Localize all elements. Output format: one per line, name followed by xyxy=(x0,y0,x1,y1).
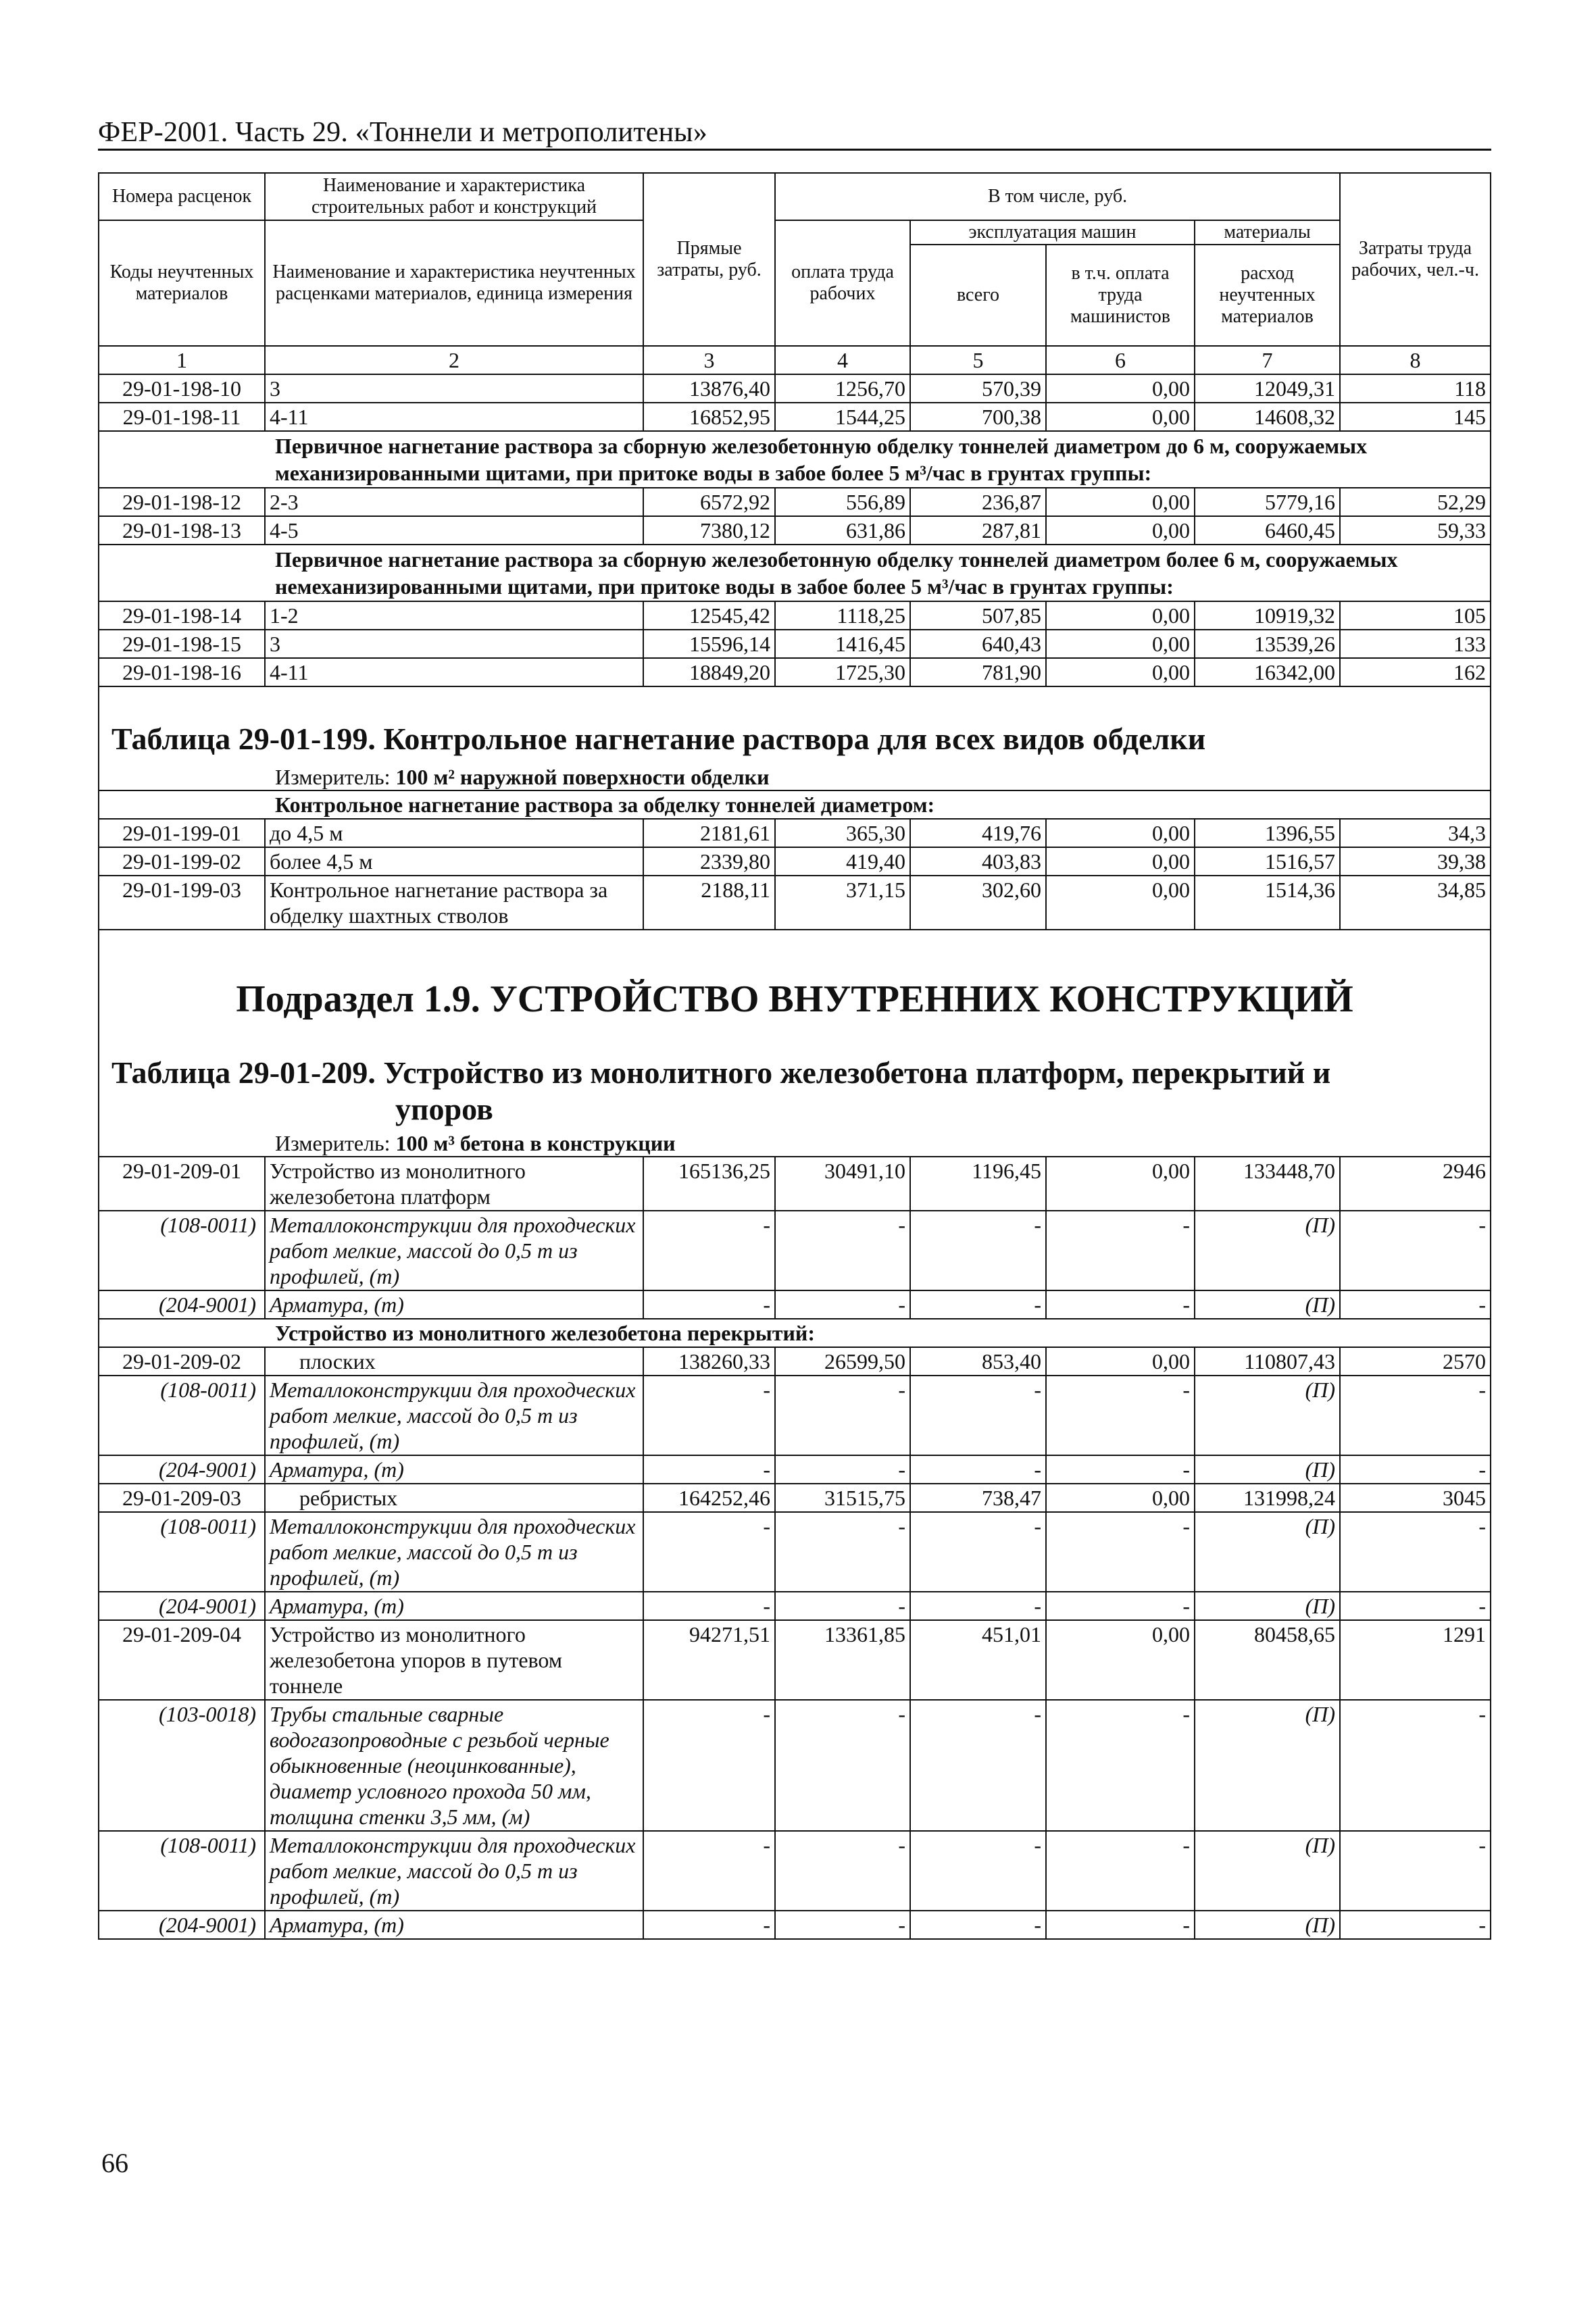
dash: - xyxy=(1046,1376,1195,1455)
materials-cost: 6460,45 xyxy=(1195,516,1340,545)
group-heading-row xyxy=(99,1319,1491,1347)
dash: - xyxy=(910,1831,1046,1911)
material-mark: (П) xyxy=(1195,1376,1340,1455)
machines-cost: 640,43 xyxy=(910,630,1046,658)
material-name: Металлоконструкции для проходческих работ мелкие, массой до 0,5 т из профилей, (т) xyxy=(265,1211,643,1290)
machines-cost: 287,81 xyxy=(910,516,1046,545)
material-row xyxy=(99,1376,1491,1455)
dash: - xyxy=(775,1512,910,1592)
materials-cost: 5779,16 xyxy=(1195,488,1340,516)
table-row xyxy=(99,488,1491,516)
header-machinists: в т.ч. оплата труда машинистов xyxy=(1046,245,1195,346)
column-number: 3 xyxy=(643,346,775,374)
rate-name: ребристых xyxy=(265,1484,643,1512)
measure-row xyxy=(99,764,1491,790)
direct-cost: 15596,14 xyxy=(643,630,775,658)
header-wages: оплата труда рабочих xyxy=(775,220,910,346)
material-name: Металлоконструкции для проходческих работ мелкие, массой до 0,5 т из профилей, (т) xyxy=(265,1831,643,1911)
dash: - xyxy=(775,1911,910,1939)
dash: - xyxy=(1046,1700,1195,1831)
material-code: (108-0011) xyxy=(99,1512,265,1592)
measure-label: Измеритель: xyxy=(275,765,396,789)
rate-code: 29-01-209-01 xyxy=(99,1157,265,1211)
machinists-cost: 0,00 xyxy=(1046,516,1195,545)
rate-code: 29-01-199-02 xyxy=(99,847,265,876)
dash: - xyxy=(1340,1512,1491,1592)
rates-table xyxy=(98,172,1491,1940)
table-209-measure xyxy=(99,1130,1491,1157)
dash: - xyxy=(1046,1592,1195,1620)
subsection-title: Подраздел 1.9. УСТРОЙСТВО ВНУТРЕННИХ КОНСТРУКЦИЙ xyxy=(99,930,1491,1048)
material-mark: (П) xyxy=(1195,1211,1340,1290)
measure-value: 100 м² наружной поверхности обделки xyxy=(395,765,770,789)
header-materials-unaccounted: расход неучтенных материалов xyxy=(1195,245,1340,346)
wages-cost: 419,40 xyxy=(775,847,910,876)
dash: - xyxy=(1340,1700,1491,1831)
rate-code: 29-01-199-01 xyxy=(99,819,265,847)
wages-cost: 631,86 xyxy=(775,516,910,545)
dash: - xyxy=(1046,1911,1195,1939)
dash: - xyxy=(1046,1831,1195,1911)
dash: - xyxy=(1046,1455,1195,1484)
dash: - xyxy=(1340,1211,1491,1290)
table-row xyxy=(99,630,1491,658)
rate-name: Устройство из монолитного железобетона упоров в путевом тоннеле xyxy=(265,1620,643,1700)
machines-cost: 236,87 xyxy=(910,488,1046,516)
dash: - xyxy=(910,1376,1046,1455)
labor-cost: 145 xyxy=(1340,403,1491,431)
dash: - xyxy=(910,1700,1046,1831)
table-row xyxy=(99,658,1491,686)
dash: - xyxy=(775,1831,910,1911)
rate-name: 4-11 xyxy=(265,403,643,431)
dash: - xyxy=(643,1592,775,1620)
machinists-cost: 0,00 xyxy=(1046,1484,1195,1512)
table-row xyxy=(99,1620,1491,1700)
rate-code: 29-01-198-15 xyxy=(99,630,265,658)
table-row xyxy=(99,1157,1491,1211)
table-row xyxy=(99,1347,1491,1376)
table-title-row xyxy=(99,1048,1491,1130)
machinists-cost: 0,00 xyxy=(1046,1620,1195,1700)
table-row xyxy=(99,403,1491,431)
labor-cost: 133 xyxy=(1340,630,1491,658)
table-title-row xyxy=(99,686,1491,764)
materials-cost: 131998,24 xyxy=(1195,1484,1340,1512)
direct-cost: 16852,95 xyxy=(643,403,775,431)
dash: - xyxy=(1340,1290,1491,1319)
group-heading: Первичное нагнетание раствора за сборную железобетонную обделку тоннелей диаметром до 6 м, сооружаемых механизированными щитами, при притоке воды в забое более 5 м³/час в грунтах группы: xyxy=(99,431,1491,488)
dash: - xyxy=(643,1911,775,1939)
machinists-cost: 0,00 xyxy=(1046,488,1195,516)
dash: - xyxy=(643,1700,775,1831)
labor-cost: 3045 xyxy=(1340,1484,1491,1512)
wages-cost: 1256,70 xyxy=(775,374,910,403)
machines-cost: 403,83 xyxy=(910,847,1046,876)
table-row xyxy=(99,601,1491,630)
table-row xyxy=(99,516,1491,545)
wages-cost: 1725,30 xyxy=(775,658,910,686)
material-name: Арматура, (т) xyxy=(265,1592,643,1620)
material-name: Арматура, (т) xyxy=(265,1455,643,1484)
materials-cost: 13539,26 xyxy=(1195,630,1340,658)
dash: - xyxy=(910,1455,1046,1484)
materials-cost: 133448,70 xyxy=(1195,1157,1340,1211)
material-name: Металлоконструкции для проходческих работ мелкие, массой до 0,5 т из профилей, (т) xyxy=(265,1376,643,1455)
direct-cost: 6572,92 xyxy=(643,488,775,516)
dash: - xyxy=(643,1512,775,1592)
wages-cost: 371,15 xyxy=(775,876,910,930)
dash: - xyxy=(643,1376,775,1455)
dash: - xyxy=(775,1700,910,1831)
material-row xyxy=(99,1911,1491,1939)
material-row xyxy=(99,1831,1491,1911)
machinists-cost: 0,00 xyxy=(1046,1347,1195,1376)
labor-cost: 2946 xyxy=(1340,1157,1491,1211)
direct-cost: 94271,51 xyxy=(643,1620,775,1700)
material-mark: (П) xyxy=(1195,1700,1340,1831)
column-number: 6 xyxy=(1046,346,1195,374)
rate-code: 29-01-199-03 xyxy=(99,876,265,930)
dash: - xyxy=(775,1592,910,1620)
header-codes-top: Номера расценок xyxy=(99,173,265,220)
machines-cost: 507,85 xyxy=(910,601,1046,630)
header-row-1 xyxy=(99,173,1491,220)
material-code: (108-0011) xyxy=(99,1211,265,1290)
rate-name: Контрольное нагнетание раствора за обделку шахтных стволов xyxy=(265,876,643,930)
machines-cost: 853,40 xyxy=(910,1347,1046,1376)
materials-cost: 14608,32 xyxy=(1195,403,1340,431)
materials-cost: 80458,65 xyxy=(1195,1620,1340,1700)
header-name-bottom: Наименование и характеристика неучтенных расценками материалов, единица измерения xyxy=(265,220,643,346)
dash: - xyxy=(910,1512,1046,1592)
direct-cost: 138260,33 xyxy=(643,1347,775,1376)
wages-cost: 556,89 xyxy=(775,488,910,516)
group-heading-row xyxy=(99,545,1491,601)
table-row xyxy=(99,847,1491,876)
header-machines-total: всего xyxy=(910,245,1046,346)
machinists-cost: 0,00 xyxy=(1046,403,1195,431)
dash: - xyxy=(1340,1376,1491,1455)
table-209-title xyxy=(99,1048,1491,1130)
wages-cost: 1544,25 xyxy=(775,403,910,431)
material-mark: (П) xyxy=(1195,1512,1340,1592)
material-code: (204-9001) xyxy=(99,1592,265,1620)
wages-cost: 365,30 xyxy=(775,819,910,847)
labor-cost: 105 xyxy=(1340,601,1491,630)
materials-cost: 1396,55 xyxy=(1195,819,1340,847)
material-row xyxy=(99,1211,1491,1290)
column-number: 8 xyxy=(1340,346,1491,374)
header-labor: Затраты труда рабочих, чел.-ч. xyxy=(1340,173,1491,346)
group-heading-row xyxy=(99,431,1491,488)
column-numbers-row xyxy=(99,346,1491,374)
header-name-top: Наименование и характеристика строительных работ и конструкций xyxy=(265,173,643,220)
rate-code: 29-01-209-04 xyxy=(99,1620,265,1700)
header-direct: Прямые затраты, руб. xyxy=(643,173,775,346)
dash: - xyxy=(775,1290,910,1319)
machines-cost: 419,76 xyxy=(910,819,1046,847)
rate-name: 4-5 xyxy=(265,516,643,545)
labor-cost: 1291 xyxy=(1340,1620,1491,1700)
column-number: 4 xyxy=(775,346,910,374)
labor-cost: 118 xyxy=(1340,374,1491,403)
dash: - xyxy=(1340,1831,1491,1911)
materials-cost: 1516,57 xyxy=(1195,847,1340,876)
machinists-cost: 0,00 xyxy=(1046,819,1195,847)
running-header: ФЕР-2001. Часть 29. «Тоннели и метрополитены» xyxy=(98,117,707,148)
group-heading: Первичное нагнетание раствора за сборную железобетонную обделку тоннелей диаметром более 6 м, сооружаемых немеханизированными щитами, при притоке воды в забое более 5 м³/час в грунтах группы: xyxy=(99,545,1491,601)
rate-name: 3 xyxy=(265,630,643,658)
material-mark: (П) xyxy=(1195,1592,1340,1620)
dash: - xyxy=(910,1911,1046,1939)
material-row xyxy=(99,1290,1491,1319)
group-heading: Устройство из монолитного железобетона перекрытий: xyxy=(99,1319,1491,1347)
page-number: 66 xyxy=(101,2148,128,2178)
header-materials: материалы xyxy=(1195,220,1340,245)
rate-name: 3 xyxy=(265,374,643,403)
dash: - xyxy=(1340,1911,1491,1939)
direct-cost: 2188,11 xyxy=(643,876,775,930)
wages-cost: 1118,25 xyxy=(775,601,910,630)
table-row xyxy=(99,819,1491,847)
material-code: (204-9001) xyxy=(99,1455,265,1484)
rate-name: 4-11 xyxy=(265,658,643,686)
dash: - xyxy=(910,1211,1046,1290)
dash: - xyxy=(643,1455,775,1484)
wages-cost: 31515,75 xyxy=(775,1484,910,1512)
group-heading: Контрольное нагнетание раствора за обделку тоннелей диаметром: xyxy=(99,790,1491,819)
rate-code: 29-01-198-11 xyxy=(99,403,265,431)
rate-code: 29-01-198-10 xyxy=(99,374,265,403)
labor-cost: 162 xyxy=(1340,658,1491,686)
direct-cost: 7380,12 xyxy=(643,516,775,545)
material-row xyxy=(99,1700,1491,1831)
material-name: Арматура, (т) xyxy=(265,1290,643,1319)
header-row-2 xyxy=(99,220,1491,245)
machinists-cost: 0,00 xyxy=(1046,630,1195,658)
rate-code: 29-01-198-16 xyxy=(99,658,265,686)
rate-name: плоских xyxy=(265,1347,643,1376)
rate-name: до 4,5 м xyxy=(265,819,643,847)
rate-name: Устройство из монолитного железобетона платформ xyxy=(265,1157,643,1211)
material-row xyxy=(99,1455,1491,1484)
dash: - xyxy=(775,1376,910,1455)
labor-cost: 39,38 xyxy=(1340,847,1491,876)
wages-cost: 1416,45 xyxy=(775,630,910,658)
column-number: 5 xyxy=(910,346,1046,374)
machinists-cost: 0,00 xyxy=(1046,1157,1195,1211)
group-heading-row xyxy=(99,790,1491,819)
materials-cost: 12049,31 xyxy=(1195,374,1340,403)
material-name: Трубы стальные сварные водогазопроводные с резьбой черные обыкновенные (неоцинкованные), диаметр условного прохода 50 мм, толщина стенки 3,5 мм, (м) xyxy=(265,1700,643,1831)
rate-code: 29-01-198-14 xyxy=(99,601,265,630)
machines-cost: 1196,45 xyxy=(910,1157,1046,1211)
material-name: Металлоконструкции для проходческих работ мелкие, массой до 0,5 т из профилей, (т) xyxy=(265,1512,643,1592)
material-row xyxy=(99,1512,1491,1592)
labor-cost: 34,85 xyxy=(1340,876,1491,930)
wages-cost: 13361,85 xyxy=(775,1620,910,1700)
dash: - xyxy=(910,1592,1046,1620)
material-mark: (П) xyxy=(1195,1455,1340,1484)
table-199-measure xyxy=(99,764,1491,790)
machines-cost: 570,39 xyxy=(910,374,1046,403)
dash: - xyxy=(910,1290,1046,1319)
labor-cost: 34,3 xyxy=(1340,819,1491,847)
direct-cost: 18849,20 xyxy=(643,658,775,686)
labor-cost: 52,29 xyxy=(1340,488,1491,516)
rate-code: 29-01-209-03 xyxy=(99,1484,265,1512)
table-209-title-line1: Таблица 29-01-209. Устройство из монолитного железобетона платформ, перекрытий и xyxy=(111,1055,1331,1090)
material-code: (204-9001) xyxy=(99,1290,265,1319)
dash: - xyxy=(1340,1592,1491,1620)
table-209-title-line2: упоров xyxy=(395,1092,493,1126)
material-code: (108-0011) xyxy=(99,1376,265,1455)
material-code: (103-0018) xyxy=(99,1700,265,1831)
direct-cost: 2339,80 xyxy=(643,847,775,876)
material-row xyxy=(99,1592,1491,1620)
labor-cost: 2570 xyxy=(1340,1347,1491,1376)
table-row xyxy=(99,374,1491,403)
table-row xyxy=(99,876,1491,930)
rate-name: 2-3 xyxy=(265,488,643,516)
dash: - xyxy=(1046,1211,1195,1290)
rate-code: 29-01-198-12 xyxy=(99,488,265,516)
dash: - xyxy=(643,1290,775,1319)
column-number: 7 xyxy=(1195,346,1340,374)
materials-cost: 10919,32 xyxy=(1195,601,1340,630)
column-number: 1 xyxy=(99,346,265,374)
wages-cost: 30491,10 xyxy=(775,1157,910,1211)
subsection-row xyxy=(99,930,1491,1048)
machines-cost: 302,60 xyxy=(910,876,1046,930)
machinists-cost: 0,00 xyxy=(1046,374,1195,403)
column-number: 2 xyxy=(265,346,643,374)
dash: - xyxy=(1046,1512,1195,1592)
direct-cost: 2181,61 xyxy=(643,819,775,847)
header-rule xyxy=(98,149,1491,151)
machines-cost: 700,38 xyxy=(910,403,1046,431)
material-mark: (П) xyxy=(1195,1290,1340,1319)
labor-cost: 59,33 xyxy=(1340,516,1491,545)
rate-name: более 4,5 м xyxy=(265,847,643,876)
header-codes-bottom: Коды неучтенных материалов xyxy=(99,220,265,346)
machinists-cost: 0,00 xyxy=(1046,658,1195,686)
machines-cost: 738,47 xyxy=(910,1484,1046,1512)
materials-cost: 110807,43 xyxy=(1195,1347,1340,1376)
materials-cost: 1514,36 xyxy=(1195,876,1340,930)
machines-cost: 781,90 xyxy=(910,658,1046,686)
machinists-cost: 0,00 xyxy=(1046,601,1195,630)
material-code: (108-0011) xyxy=(99,1831,265,1911)
header-machines: эксплуатация машин xyxy=(910,220,1195,245)
measure-label: Измеритель: xyxy=(275,1131,396,1155)
measure-value: 100 м³ бетона в конструкции xyxy=(395,1131,676,1155)
header-including: В том числе, руб. xyxy=(775,173,1340,220)
direct-cost: 164252,46 xyxy=(643,1484,775,1512)
materials-cost: 16342,00 xyxy=(1195,658,1340,686)
dash: - xyxy=(643,1831,775,1911)
measure-row xyxy=(99,1130,1491,1157)
material-mark: (П) xyxy=(1195,1831,1340,1911)
dash: - xyxy=(775,1211,910,1290)
table-row xyxy=(99,1484,1491,1512)
wages-cost: 26599,50 xyxy=(775,1347,910,1376)
machinists-cost: 0,00 xyxy=(1046,876,1195,930)
direct-cost: 12545,42 xyxy=(643,601,775,630)
material-code: (204-9001) xyxy=(99,1911,265,1939)
dash: - xyxy=(1046,1290,1195,1319)
rate-name: 1-2 xyxy=(265,601,643,630)
direct-cost: 13876,40 xyxy=(643,374,775,403)
table-199-title: Таблица 29-01-199. Контрольное нагнетание раствора для всех видов обделки xyxy=(99,686,1491,764)
material-name: Арматура, (т) xyxy=(265,1911,643,1939)
dash: - xyxy=(775,1455,910,1484)
rate-code: 29-01-209-02 xyxy=(99,1347,265,1376)
direct-cost: 165136,25 xyxy=(643,1157,775,1211)
machinists-cost: 0,00 xyxy=(1046,847,1195,876)
dash: - xyxy=(1340,1455,1491,1484)
dash: - xyxy=(643,1211,775,1290)
machines-cost: 451,01 xyxy=(910,1620,1046,1700)
material-mark: (П) xyxy=(1195,1911,1340,1939)
rate-code: 29-01-198-13 xyxy=(99,516,265,545)
